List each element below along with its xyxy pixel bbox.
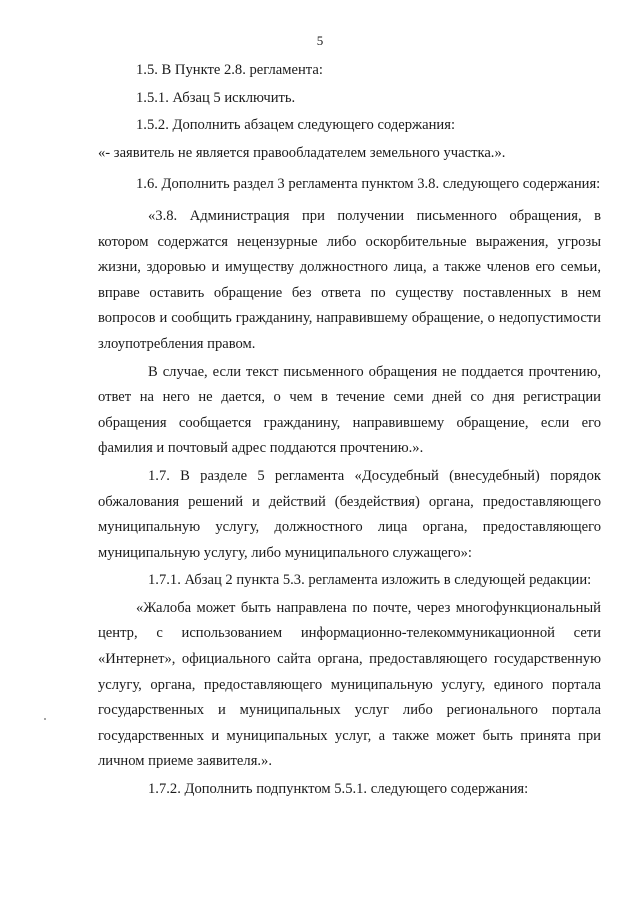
paragraph-complaint: «Жалоба может быть направлена по почте, через многофункциональный центр, с использованием информационно-телекоммуникационной сети «Интернет», официального сайта органа, предоставляющего государственную услугу, органа, предоставляющего муниципальную услугу, единого портала государственных и муниципальных услуг либо регионального портала государственных и муниципальных услуг, а также может быть принята при личном приеме заявителя.».: [98, 599, 601, 770]
scan-speck: [44, 718, 46, 720]
paragraph-1-5-1: 1.5.1. Абзац 5 исключить.: [136, 89, 296, 106]
paragraph-3-8: «3.8. Администрация при получении письменного обращения, в котором содержатся нецензурные либо оскорбительные выражения, угрозы жизни, здоровью и имуществу должностного лица, а также членов его семьи, вправе оставить обращение без ответа по существу поставленных в нем вопросов и сообщить гражданину, направившему обращение, о недопустимости злоупотребления правом.: [98, 207, 601, 352]
paragraph-1-7: 1.7. В разделе 5 регламента «Досудебный (внесудебный) порядок обжалования решений и действий (бездействия) органа, предоставляющего муниципальную услугу, должностного лица органа, предоставляющего муниципальную услугу, либо муниципального служащего»:: [98, 467, 601, 561]
paragraph-unreadable-text: В случае, если текст письменного обращения не поддается прочтению, ответ на него не дается, о чем в течение семи дней со дня регистрации обращения сообщается гражданину, направившему обращение, если его фамилия и почтовый адрес поддаются прочтению.».: [98, 363, 601, 457]
paragraph-1-7-1: 1.7.1. Абзац 2 пункта 5.3. регламента изложить в следующей редакции:: [148, 572, 592, 589]
paragraph-1-7-2: 1.7.2. Дополнить подпунктом 5.5.1. следующего содержания:: [148, 781, 529, 798]
page-number: 5: [316, 33, 324, 48]
paragraph-quote-landowner: «- заявитель не является правообладателем земельного участка.».: [98, 144, 506, 161]
document-body: [98, 58, 601, 803]
paragraph-1-6: 1.6. Дополнить раздел 3 регламента пунктом 3.8. следующего содержания:: [136, 176, 601, 193]
paragraph-1-5-2: 1.5.2. Дополнить абзацем следующего содержания:: [136, 117, 456, 134]
paragraph-1-5: 1.5. В Пункте 2.8. регламента:: [136, 62, 323, 78]
